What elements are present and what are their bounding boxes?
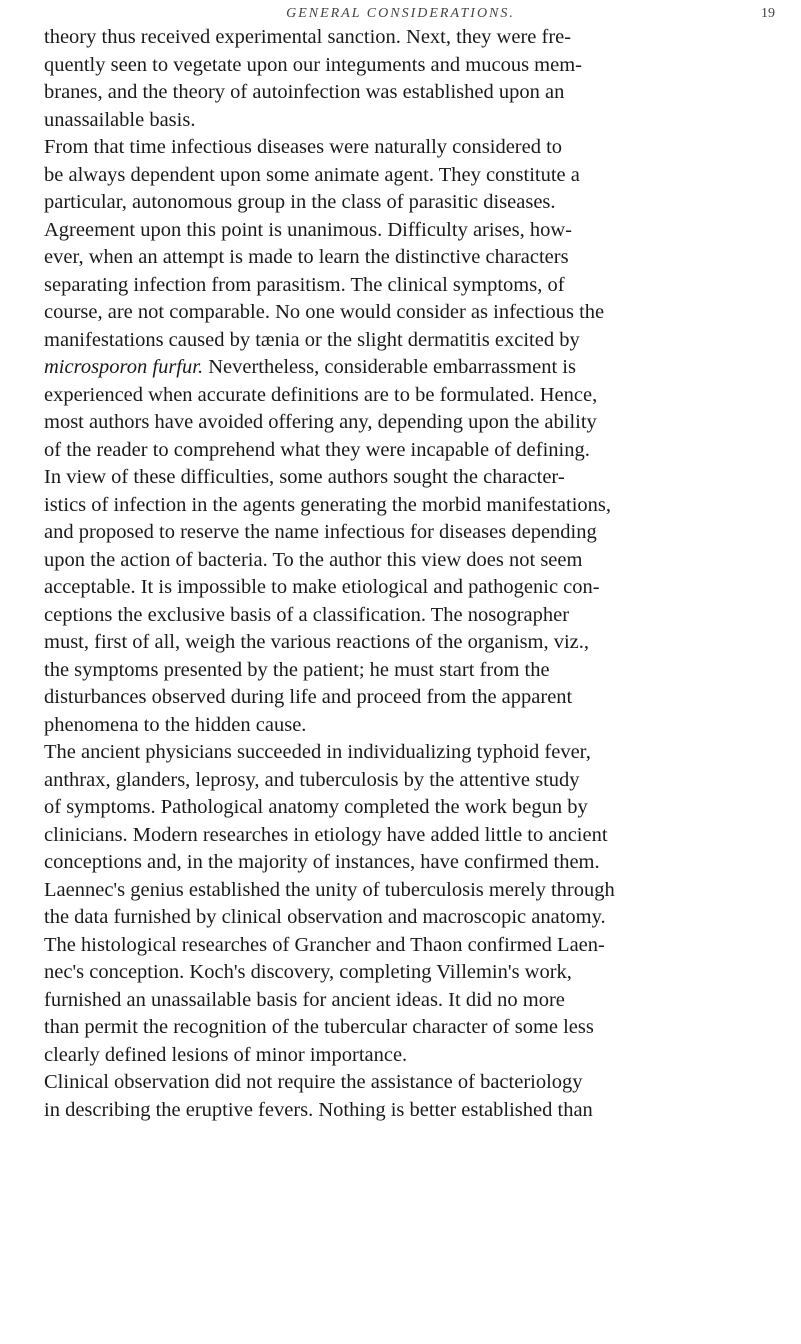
text-line: and proposed to reserve the name infectious for diseases depending: [44, 521, 597, 543]
text-line: ceptions the exclusive basis of a classification. The nosographer: [44, 603, 570, 626]
text-line-with-italic: [44, 354, 780, 382]
text-line: theory thus received experimental sanction. Next, they were fre-: [44, 26, 572, 48]
text-line: most authors have avoided offering any, depending upon the ability: [44, 411, 597, 433]
body-text: [44, 24, 780, 1124]
text-line: in describing the eruptive fevers. Nothing is better established than: [44, 1098, 593, 1121]
italic-term: microsporon furfur.: [44, 356, 204, 378]
page-number: 19: [761, 6, 775, 21]
text-line: of the reader to comprehend what they were incapable of defining.: [44, 438, 590, 461]
running-head: [0, 4, 801, 26]
text-line: the data furnished by clinical observation and macroscopic anatomy.: [44, 906, 606, 928]
text-line: course, are not comparable. No one would consider as infectious the: [44, 301, 605, 323]
text-line: Clinical observation did not require the assistance of bacteriology: [44, 1071, 583, 1093]
text-line: conceptions and, in the majority of instances, have confirmed them.: [44, 851, 600, 873]
text-line: ever, when an attempt is made to learn the distinctive characters: [44, 246, 569, 268]
text-line: The histological researches of Grancher and Thaon confirmed Laen-: [44, 933, 605, 956]
text-line: acceptable. It is impossible to make etiological and pathogenic con-: [44, 576, 600, 598]
text-line: be always dependent upon some animate agent. They constitute a: [44, 163, 580, 186]
text-line-rest: Nevertheless, considerable embarrassment is: [203, 356, 576, 378]
text-line: manifestations caused by tænia or the slight dermatitis excited by: [44, 328, 580, 351]
text-line: disturbances observed during life and proceed from the apparent: [44, 686, 573, 708]
text-line: experienced when accurate definitions are to be formulated. Hence,: [44, 383, 598, 406]
running-title: GENERAL CONSIDERATIONS.: [286, 6, 515, 21]
text-line: From that time infectious diseases were naturally considered to: [44, 136, 563, 158]
text-line: upon the action of bacteria. To the author this view does not seem: [44, 548, 583, 571]
text-line: istics of infection in the agents generating the morbid manifestations,: [44, 493, 612, 516]
text-line: The ancient physicians succeeded in individualizing typhoid fever,: [44, 741, 591, 763]
text-line: of symptoms. Pathological anatomy completed the work begun by: [44, 796, 588, 818]
text-line: clinicians. Modern researches in etiology have added little to ancient: [44, 823, 608, 846]
text-line: anthrax, glanders, leprosy, and tuberculosis by the attentive study: [44, 768, 580, 791]
text-line: nec's conception. Koch's discovery, completing Villemin's work,: [44, 961, 572, 983]
text-line: Laennec's genius established the unity of tuberculosis merely through: [44, 878, 615, 901]
text-line: must, first of all, weigh the various reactions of the organism, viz.,: [44, 631, 590, 653]
text-line: separating infection from parasitism. The clinical symptoms, of: [44, 273, 565, 296]
text-line: phenomena to the hidden cause.: [44, 713, 307, 736]
text-line: branes, and the theory of autoinfection was established upon an: [44, 81, 565, 103]
text-line: furnished an unassailable basis for ancient ideas. It did no more: [44, 988, 565, 1011]
text-line: unassailable basis.: [44, 108, 196, 131]
text-line: particular, autonomous group in the class of parasitic diseases.: [44, 191, 556, 213]
text-line: In view of these difficulties, some authors sought the character-: [44, 466, 565, 488]
text-line: than permit the recognition of the tubercular character of some less: [44, 1016, 594, 1038]
text-line: Agreement upon this point is unanimous. Difficulty arises, how-: [44, 218, 572, 241]
text-line: the symptoms presented by the patient; he must start from the: [44, 658, 550, 681]
text-line: clearly defined lesions of minor importance.: [44, 1043, 408, 1066]
text-line: quently seen to vegetate upon our integuments and mucous mem-: [44, 53, 582, 76]
